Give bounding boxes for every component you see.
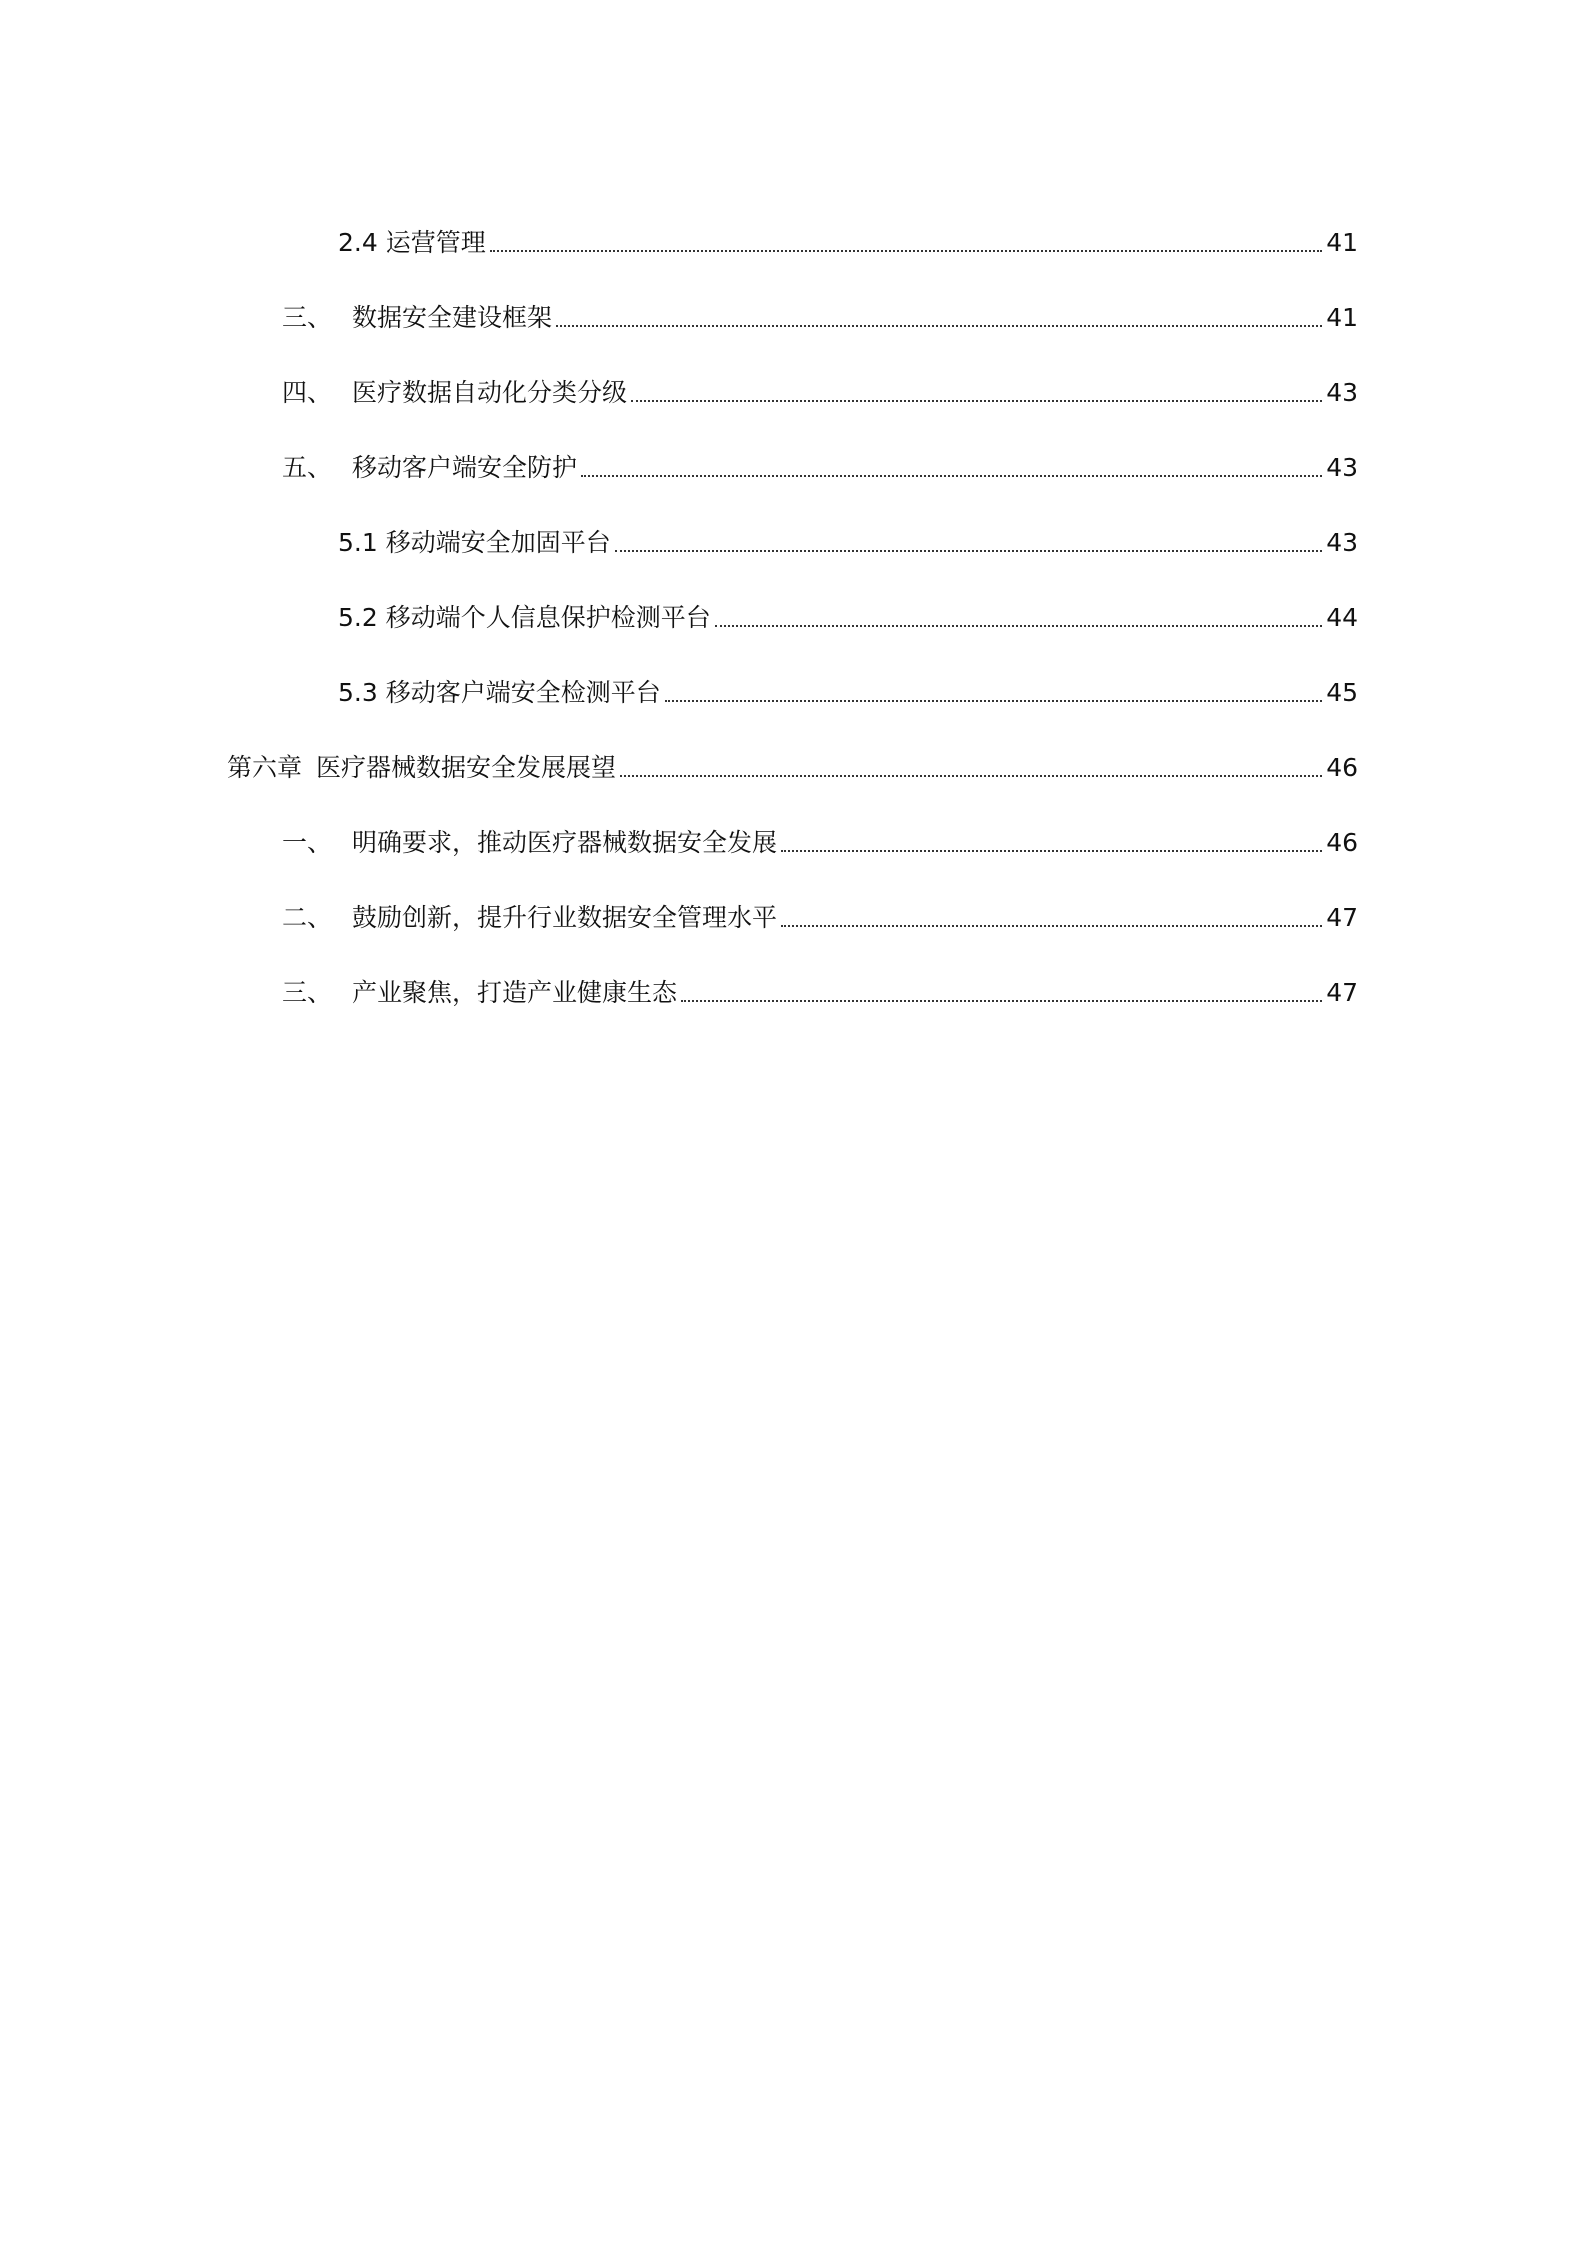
toc-entry-5-3[interactable] <box>338 670 1358 710</box>
dot-leader <box>556 325 1322 327</box>
dot-leader <box>615 550 1322 552</box>
toc-entry-title: 数据安全建设框架 <box>352 303 553 332</box>
toc-entry-page: 41 <box>1326 228 1358 257</box>
toc-entry-section-4[interactable] <box>282 370 1358 410</box>
toc-entry-section-3[interactable] <box>282 295 1358 335</box>
toc-entry-section-5[interactable] <box>282 445 1358 485</box>
toc-entry-title: 运营管理 <box>385 228 486 257</box>
toc-entry-title: 明确要求，推动医疗器械数据安全发展 <box>352 828 778 857</box>
dot-leader <box>581 475 1322 477</box>
toc-entry-chapter-6[interactable] <box>227 745 1358 785</box>
toc-entry-number: 一、 <box>282 828 333 857</box>
toc-entry-title: 移动客户端安全防护 <box>352 453 578 482</box>
toc-entry-page: 46 <box>1326 753 1358 782</box>
toc-entry-title: 鼓励创新，提升行业数据安全管理水平 <box>352 903 778 932</box>
toc-entry-page: 43 <box>1326 453 1358 482</box>
toc-entry-title: 移动端安全加固平台 <box>385 528 611 557</box>
toc-entry-number: 五、 <box>282 453 333 482</box>
toc-entry-title: 医疗器械数据安全发展展望 <box>316 753 617 782</box>
toc-entry-page: 43 <box>1326 378 1358 407</box>
dot-leader <box>490 250 1322 252</box>
toc-entry-page: 47 <box>1326 978 1358 1007</box>
dot-leader <box>781 850 1322 852</box>
toc-entry-page: 45 <box>1326 678 1358 707</box>
toc-entry-number: 5.1 <box>338 528 378 557</box>
toc-entry-number: 5.3 <box>338 678 378 707</box>
dot-leader <box>715 625 1322 627</box>
toc-entry-6-section-1[interactable] <box>282 820 1358 860</box>
toc-entry-page: 43 <box>1326 528 1358 557</box>
dot-leader <box>681 1000 1322 1002</box>
toc-entry-number: 四、 <box>282 378 333 407</box>
toc-entry-title: 产业聚焦，打造产业健康生态 <box>352 978 678 1007</box>
toc-entry-title: 移动端个人信息保护检测平台 <box>385 603 711 632</box>
toc-entry-number: 5.2 <box>338 603 378 632</box>
toc-entry-number: 二、 <box>282 903 333 932</box>
toc-entry-number: 2.4 <box>338 228 378 257</box>
dot-leader <box>665 700 1322 702</box>
toc-entry-6-section-2[interactable] <box>282 895 1358 935</box>
toc-entry-5-2[interactable] <box>338 595 1358 635</box>
toc-entry-2-4[interactable] <box>338 220 1358 260</box>
toc-entry-6-section-3[interactable] <box>282 970 1358 1010</box>
toc-entry-page: 41 <box>1326 303 1358 332</box>
toc-entry-title: 移动客户端安全检测平台 <box>385 678 661 707</box>
toc-entry-number: 三、 <box>282 978 333 1007</box>
dot-leader <box>631 400 1322 402</box>
dot-leader <box>781 925 1322 927</box>
toc-entry-page: 47 <box>1326 903 1358 932</box>
toc-entry-page: 44 <box>1326 603 1358 632</box>
dot-leader <box>620 775 1322 777</box>
toc-entry-title: 医疗数据自动化分类分级 <box>352 378 628 407</box>
toc-entry-number: 三、 <box>282 303 333 332</box>
toc-entry-5-1[interactable] <box>338 520 1358 560</box>
toc-entry-page: 46 <box>1326 828 1358 857</box>
toc-entry-number: 第六章 <box>227 753 303 782</box>
